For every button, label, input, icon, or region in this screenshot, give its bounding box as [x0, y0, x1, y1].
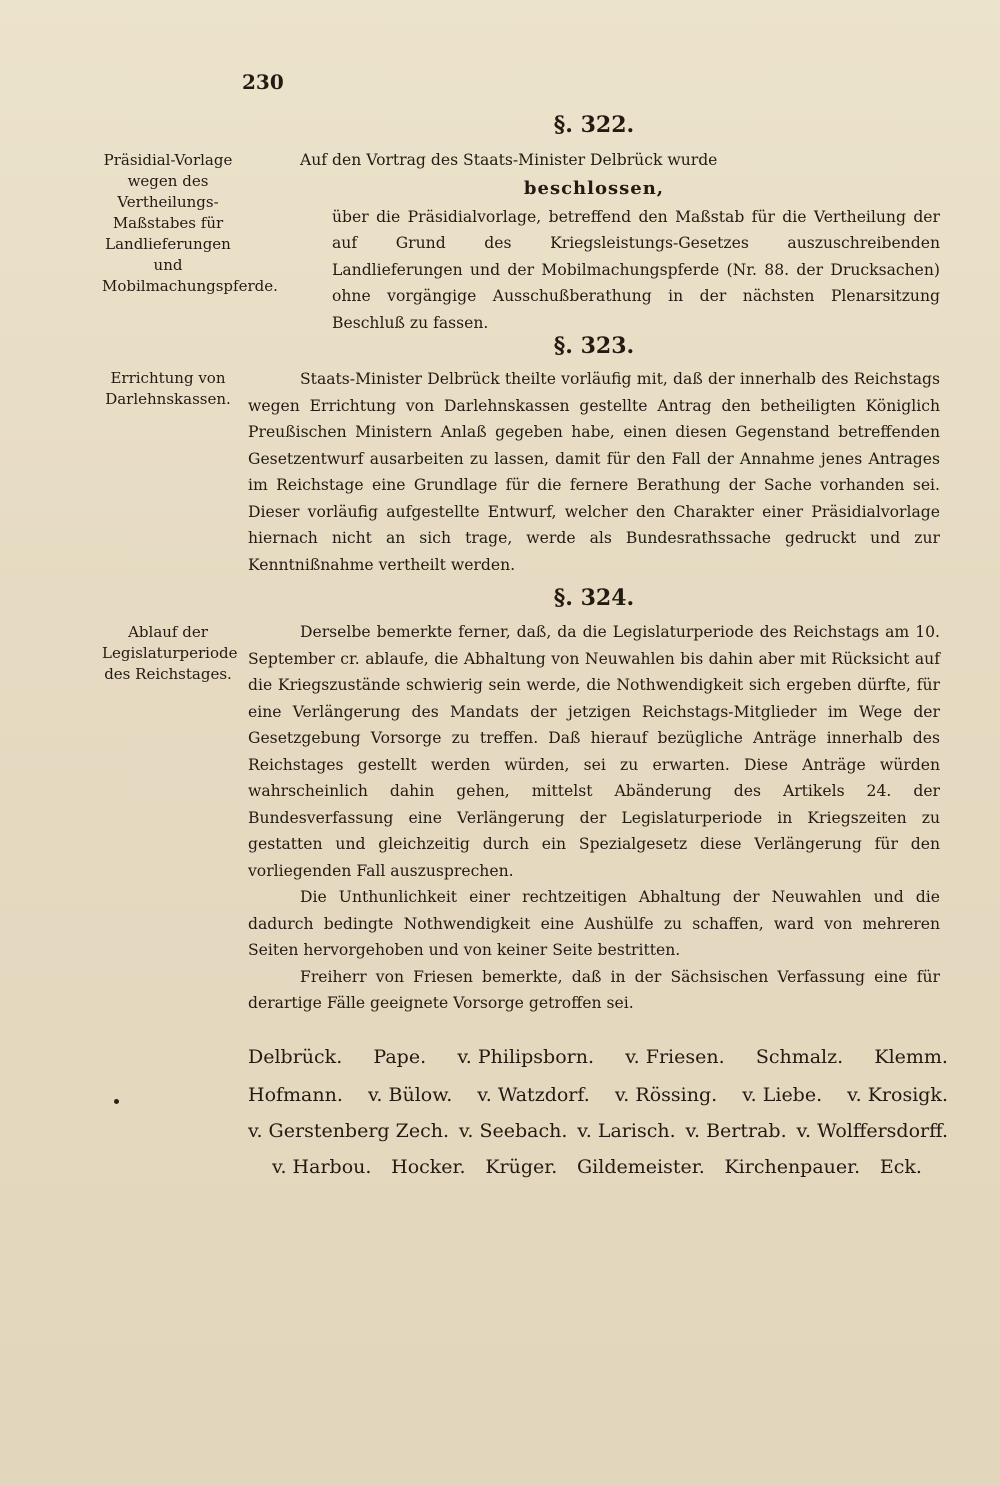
section-324-paragraph-1: Derselbe bemerkte ferner, daß, da die Legislaturperiode des Reichstags am 10. September cr. ablaufe, die Abhaltung von Neuwahlen bis dahin aber mit Rücksicht auf die Kriegszustände schwierig sein werde, die Nothwendigkeit sich ergeben dürfte, für eine Verlängerung des Mandats der jetzigen Reichstags-Mitglieder im Wege der Gesetzgebung Vorsorge zu treffen. Daß hierauf bezügliche Anträge innerhalb des Reichstages gestellt werden würden, sei zu erwarten. Diese Anträge würden wahrscheinlich dahin gehen, mittelst Abänderung des Artikels 24. der Bundesverfassung eine Verlängerung der Legislaturperiode in Kriegszeiten zu gestatten und gleichzeitig durch ein Spezialgesetz diese Verlängerung für den vorliegenden Fall auszusprechen.: [248, 623, 940, 880]
section-324-paragraph-3: Freiherr von Friesen bemerkte, daß in der Sächsischen Verfassung eine für derartige Fälle geeignete Vorsorge getroffen sei.: [248, 967, 940, 1012]
section-heading-323: §. 323.: [553, 333, 635, 359]
signature: Delbrück.: [248, 1046, 343, 1068]
signature-line-1: [248, 1046, 948, 1068]
resolved-heading: beschlossen,: [523, 177, 665, 199]
signature: v. Harbou.: [272, 1156, 372, 1178]
signature: Hocker.: [391, 1156, 466, 1178]
signature: v. Gerstenberg Zech.: [248, 1120, 449, 1142]
signature: Gildemeister.: [577, 1156, 705, 1178]
signature: Hofmann.: [248, 1084, 343, 1106]
signature: v. Bertrab.: [685, 1120, 787, 1142]
section-322-intro: Auf den Vortrag des Staats-Minister Delbrück wurde: [300, 151, 718, 169]
signature: Krüger.: [485, 1156, 558, 1178]
signature: v. Larisch.: [577, 1120, 676, 1142]
signature: v. Watzdorf.: [477, 1084, 590, 1106]
signature-line-2: [248, 1084, 948, 1106]
margin-note-darlehnskassen: Errichtung von Darlehnskassen.: [105, 369, 231, 408]
section-heading-324: §. 324.: [553, 585, 635, 611]
signature: v. Seebach.: [458, 1120, 568, 1142]
section-324-paragraph-2: Die Unthunlichkeit einer rechtzeitigen Abhaltung der Neuwahlen und die dadurch bedingte Nothwendigkeit eine Aushülfe zu schaffen, ward von mehreren Seiten hervorgehoben und von keiner Seite bestritten.: [248, 888, 940, 959]
page-number: 230: [242, 70, 284, 94]
ink-dot: [114, 1099, 119, 1104]
signature: v. Krosigk.: [847, 1084, 948, 1106]
signature: Schmalz.: [755, 1046, 844, 1068]
signature: v. Philipsborn.: [457, 1046, 595, 1068]
signature: Pape.: [373, 1046, 427, 1068]
margin-note-praesidial-vorlage: Präsidial-Vorlage wegen des Vertheilungs-Maßstabes für Landlieferungen und Mobilmachungspferde.: [102, 151, 278, 295]
section-body-324: [248, 619, 940, 1017]
signature: Eck.: [879, 1156, 922, 1178]
section-323-text: Staats-Minister Delbrück theilte vorläufig mit, daß der innerhalb des Reichstags wegen Errichtung von Darlehnskassen gestellte Antrag den betheiligten Königlich Preußischen Ministern Anlaß gegeben habe, einen diesen Gegenstand betreffenden Gesetzentwurf ausarbeiten zu lassen, damit für den Fall der Annahme jenes Antrages im Reichstage eine Grundlage für die fernere Berathung der Sache vorhanden sei. Dieser vorläufig aufgestellte Entwurf, welcher den Charakter einer Präsidialvorlage hiernach nicht an sich trage, werde als Bundesrathssache gedruckt und zur Kenntnißnahme vertheilt werden.: [248, 370, 940, 574]
signature: Klemm.: [874, 1046, 948, 1068]
section-body-323: [248, 366, 940, 578]
signature: Kirchenpauer.: [724, 1156, 861, 1178]
margin-note-legislaturperiode: Ablauf der Legislaturperiode des Reichstages.: [102, 623, 238, 683]
section-body-322: [248, 147, 940, 336]
signature: v. Bülow.: [367, 1084, 453, 1106]
signature: v. Liebe.: [742, 1084, 823, 1106]
section-heading-322: §. 322.: [553, 112, 635, 138]
signature-line-3: [248, 1120, 948, 1142]
signature: v. Wolffersdorff.: [796, 1120, 948, 1142]
signature: v. Friesen.: [625, 1046, 725, 1068]
section-322-text: über die Präsidialvorlage, betreffend den Maßstab für die Vertheilung der auf Grund des Kriegsleistungs-Gesetzes auszuschreibenden Landlieferungen und der Mobilmachungspferde (Nr. 88. der Drucksachen) ohne vorgängige Ausschußberathung in der nächsten Plenarsitzung Beschluß zu fassen.: [332, 207, 940, 332]
signature-line-4: [272, 1156, 922, 1178]
signature: v. Rössing.: [614, 1084, 718, 1106]
